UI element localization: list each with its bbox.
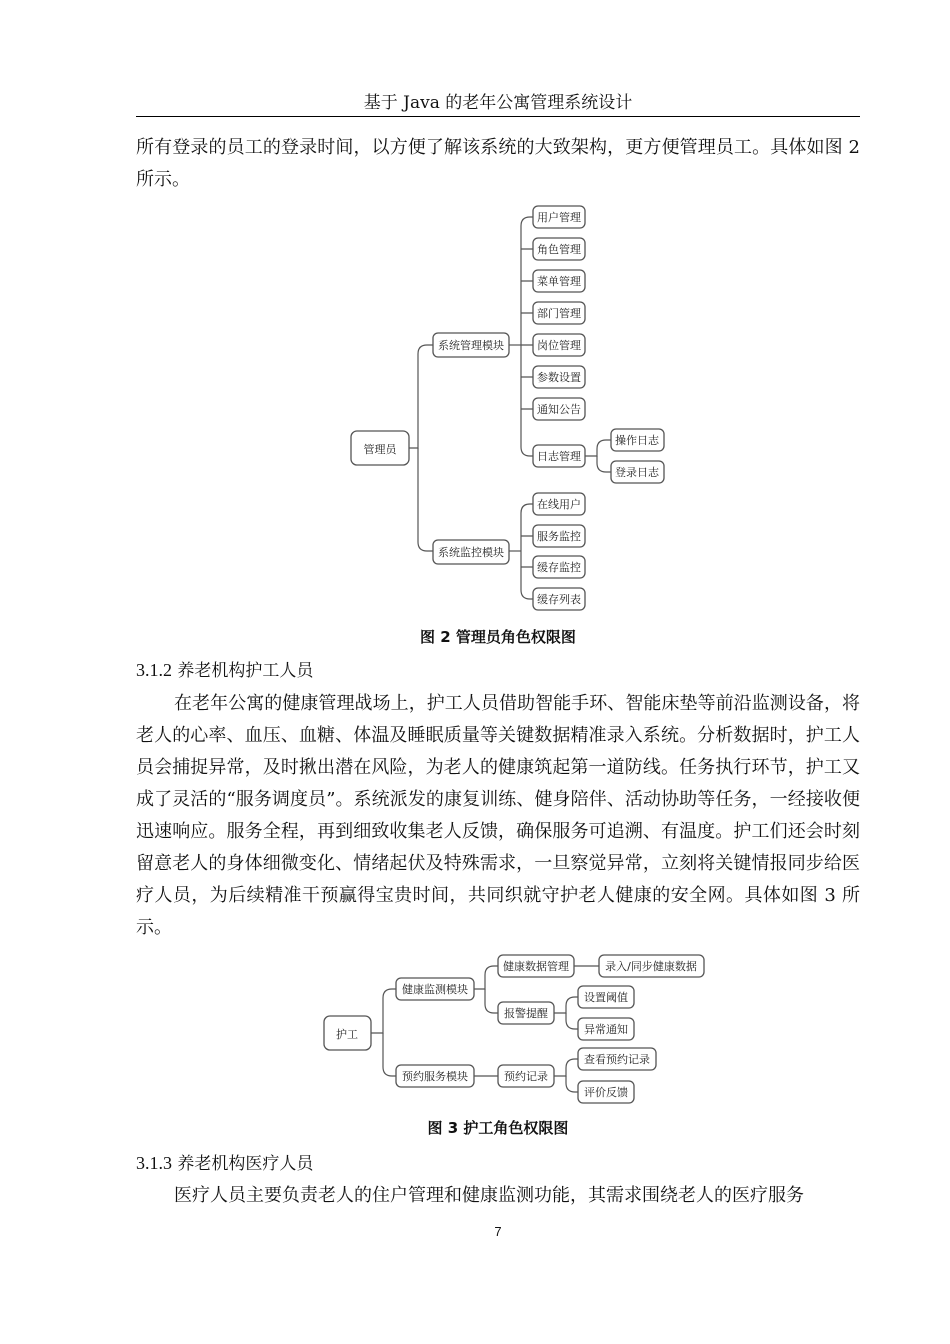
running-header: 基于 Java 的老年公寓管理系统设计 <box>363 93 633 113</box>
section-heading-3-1-2 <box>136 656 313 681</box>
node-alarm-item-1-label: 设置阈值 <box>584 991 628 1004</box>
node-sys-item-5-label: 岗位管理 <box>537 339 581 352</box>
node-sys-item-2-label: 角色管理 <box>537 243 581 256</box>
node-alarm-item-2-label: 异常通知 <box>584 1023 628 1036</box>
paragraph-nurse: 在老年公寓的健康管理战场上，护工人员借助智能手环、智能床垫等前沿监测设备，将老人的心率、血压、血糖、体温及睡眠质量等关键数据精准录入系统。分析数据时，护工人员会捕捉异常，及时揪出潜在风险，为老人的健康筑起第一道防线。任务执行环节，护工又成了灵活的“服务调度员”。系统派发的康复训练、健身陪伴、活动协助等任务，一经接收便迅速响应。服务全程，再到细致收集老人反馈，确保服务可追溯、有温度。护工们还会时刻留意老人的身体细微变化、情绪起伏及特殊需求，一旦察觉异常，立刻将关键情报同步给医疗人员，为后续精准干预赢得宝贵时间，共同织就守护老人健康的安全网。具体如图 3 所示。 <box>136 693 860 938</box>
edge-health-alarm <box>485 989 498 1013</box>
section-heading-3-1-3 <box>136 1149 313 1174</box>
node-root-admin-label: 管理员 <box>363 443 397 456</box>
node-booking-item-1-label: 查看预约记录 <box>584 1053 650 1066</box>
edge-mon-middle <box>521 536 533 567</box>
node-sys-item-3-label: 菜单管理 <box>537 275 581 288</box>
node-health-data-label: 健康数据管理 <box>503 960 569 973</box>
node-sys-item-6-label: 参数设置 <box>537 371 581 384</box>
node-mon-item-2-label: 服务监控 <box>537 530 581 543</box>
edge-root-system <box>409 345 433 448</box>
edge-nurse-health <box>371 989 396 1033</box>
figure-3-caption: 图 3 护工角色权限图 <box>427 1119 569 1137</box>
section-title: 养老机构护工人员 <box>177 661 314 681</box>
edge-mon-4 <box>521 513 533 599</box>
node-mon-item-1-label: 在线用户 <box>537 498 581 511</box>
edge-root-monitor <box>418 448 433 551</box>
node-alarm-label: 报警提醒 <box>504 1007 548 1020</box>
node-module-health-label: 健康监测模块 <box>402 983 468 996</box>
edge-log-1 <box>585 440 611 456</box>
node-booking-record-label: 预约记录 <box>504 1070 548 1083</box>
node-health-data-child-label: 录入/同步健康数据 <box>605 960 697 973</box>
edge-booking-1 <box>554 1059 578 1076</box>
paragraph-intro: 所有登录的员工的登录时间，以方便了解该系统的大致架构，更方便管理员工。具体如图 2 所示。 <box>136 137 860 190</box>
edge-booking-2 <box>566 1076 578 1092</box>
node-sys-item-1-label: 用户管理 <box>537 211 581 224</box>
edge-sys-1 <box>521 217 533 226</box>
paragraph-medical: 医疗人员主要负责老人的住户管理和健康监测功能，其需求围绕老人的医疗服务 <box>174 1185 804 1206</box>
node-mon-item-3-label: 缓存监控 <box>537 561 581 574</box>
section-number: 3.1.3 <box>136 1153 172 1173</box>
node-module-system-label: 系统管理模块 <box>438 339 504 352</box>
edge-nurse-booking <box>383 1033 396 1076</box>
edge-log-2 <box>597 456 611 472</box>
edge-health-data <box>474 966 498 989</box>
node-module-booking-label: 预约服务模块 <box>402 1070 468 1083</box>
edge-sys-8 <box>521 226 533 456</box>
edge-alarm-2 <box>566 1013 578 1029</box>
edge-mon-1 <box>521 504 533 513</box>
edge-alarm-1 <box>554 997 578 1013</box>
section-number: 3.1.2 <box>136 660 172 680</box>
node-sys-item-7-label: 通知公告 <box>537 403 581 416</box>
page-number: 7 <box>494 1224 502 1239</box>
node-booking-item-2-label: 评价反馈 <box>584 1086 628 1099</box>
section-title: 养老机构医疗人员 <box>177 1154 314 1174</box>
node-root-nurse-label: 护工 <box>336 1028 358 1041</box>
figure-2-caption: 图 2 管理员角色权限图 <box>420 628 576 646</box>
node-sys-item-8-label: 日志管理 <box>537 450 581 463</box>
node-sys-item-4-label: 部门管理 <box>537 307 581 320</box>
node-module-monitor-label: 系统监控模块 <box>438 546 504 559</box>
edge-sys-middle <box>521 249 533 409</box>
node-log-item-1-label: 操作日志 <box>615 434 659 447</box>
node-mon-item-4-label: 缓存列表 <box>537 593 581 606</box>
node-log-item-2-label: 登录日志 <box>615 466 659 479</box>
